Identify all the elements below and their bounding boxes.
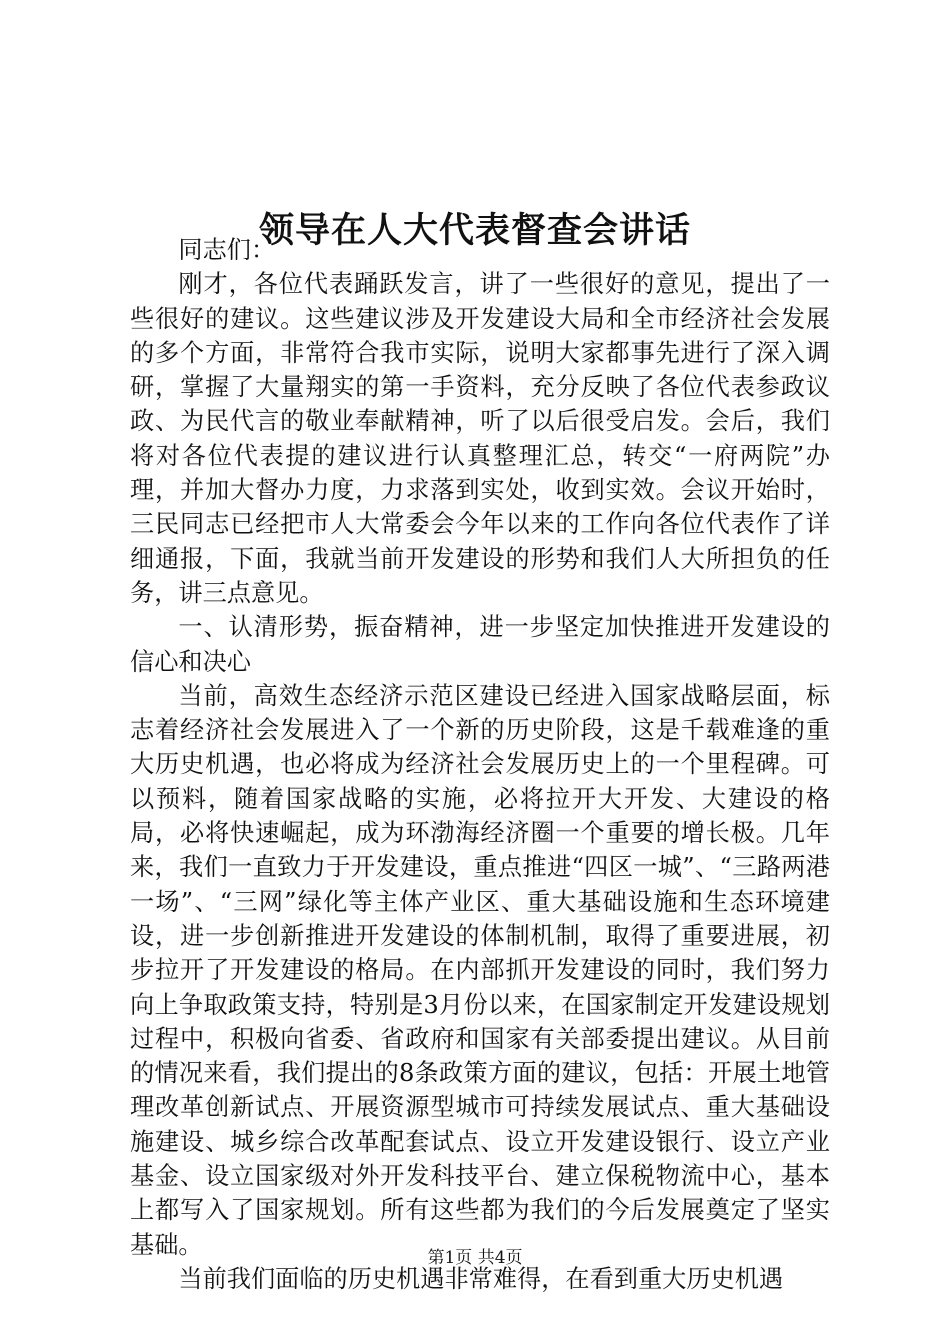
- document-body: [130, 233, 830, 1296]
- paragraph-continued: 当前我们面临的历史机遇非常难得，在看到重大历史机遇: [178, 1264, 784, 1293]
- paragraph-situation: 当前，高效生态经济示范区建设已经进入国家战略层面，标志着经济社会发展进入了一个新的历史阶段，这是千载难逢的重大历史机遇，也必将成为经济社会发展历史上的一个里程碑。可以预料，随着国家战略的实施，必将拉开大开发、大建设的格局，必将快速崛起，成为环渤海经济圈一个重要的增长极。几年来，我们一直致力于开发建设，重点推进“四区一城”、“三路两港一场”、“三网”绿化等主体产业区、重大基础设施和生态环境建设，进一步创新推进开发建设的体制机制，取得了重要进展，初步拉开了开发建设的格局。在内部抓开发建设的同时，我们努力向上争取政策支持，特别是3月份以来，在国家制定开发建设规划过程中，积极向省委、省政府和国家有关部委提出建议。从目前的情况来看，我们提出的8条政策方面的建议，包括：开展土地管理改革创新试点、开展资源型城市可持续发展试点、重大基础设施建设、城乡综合改革配套试点、设立开发建设银行、设立产业基金、设立国家级对外开发科技平台、建立保税物流中心，基本上都写入了国家规划。所有这些都为我们的今后发展奠定了坚实基础。: [130, 681, 830, 1259]
- paragraph-opening: 刚才，各位代表踊跃发言，讲了一些很好的意见，提出了一些很好的建议。这些建议涉及开发建设大局和全市经济社会发展的多个方面，非常符合我市实际，说明大家都事先进行了深入调研，掌握了大量翔实的第一手资料，充分反映了各位代表参政议政、为民代言的敬业奉献精神，听了以后很受启发。会后，我们将对各位代表提的建议进行认真整理汇总，转交“一府两院”办理，并加大督办力度，力求落到实处，收到实效。会议开始时，三民同志已经把市人大常委会今年以来的工作向各位代表作了详细通报，下面，我就当前开发建设的形势和我们人大所担负的任务，讲三点意见。: [130, 270, 830, 607]
- section-heading-1: 一、认清形势，振奋精神，进一步坚定加快推进开发建设的信心和决心: [130, 613, 830, 676]
- page-footer: 第1页 共4页: [427, 1248, 523, 1268]
- document-title: 领导在人大代表督查会讲话: [258, 210, 691, 252]
- salutation: 同志们：: [178, 236, 276, 264]
